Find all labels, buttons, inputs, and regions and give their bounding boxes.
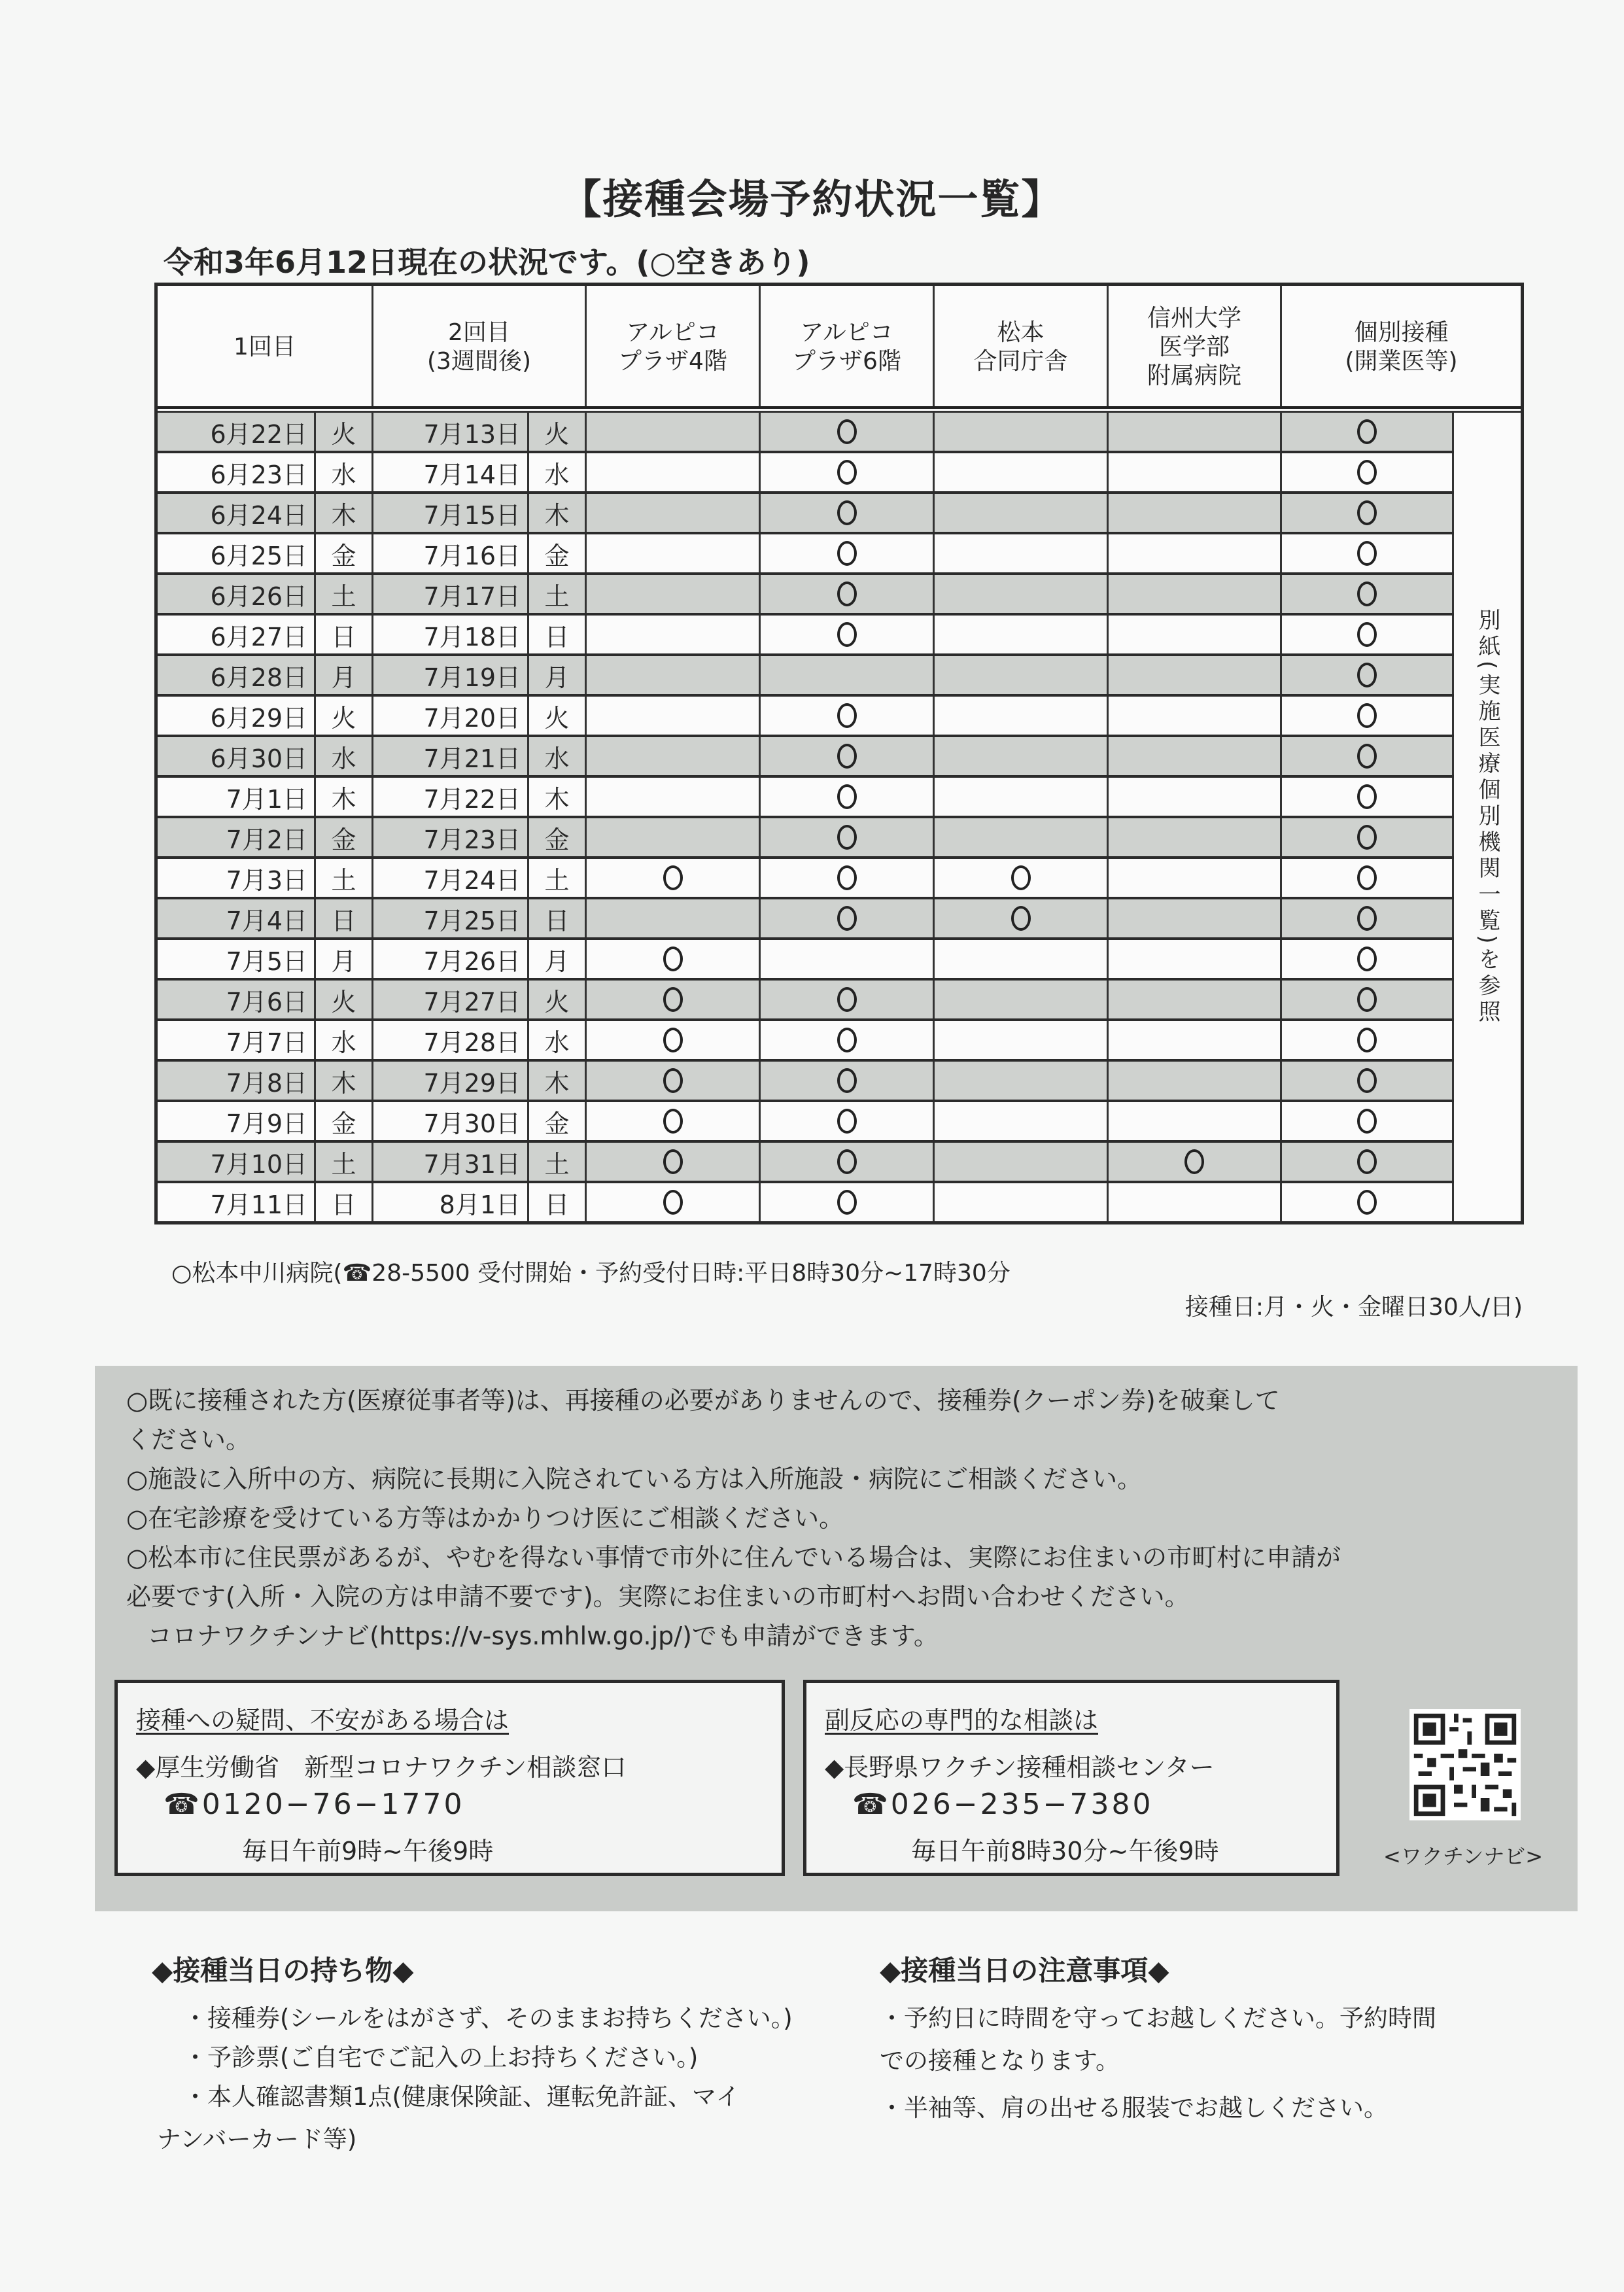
individual-availability	[1282, 656, 1454, 694]
second-dose-weekday: 木	[529, 1062, 587, 1100]
govt-office-availability	[935, 453, 1109, 491]
second-dose-weekday: 火	[529, 413, 587, 451]
available-circle-icon	[663, 987, 683, 1012]
govt-office-availability	[935, 616, 1109, 653]
first-dose-weekday: 月	[316, 656, 373, 694]
available-circle-icon	[1357, 1109, 1377, 1134]
first-dose-weekday: 月	[316, 940, 373, 978]
notice-line: ください。	[126, 1425, 251, 1454]
available-circle-icon	[837, 1109, 857, 1134]
first-dose-date: 7月7日	[158, 1021, 316, 1059]
qr-caption: <ワクチンナビ>	[1383, 1844, 1544, 1869]
available-circle-icon	[1357, 906, 1377, 931]
available-circle-icon	[837, 865, 857, 890]
first-dose-date: 6月27日	[158, 616, 316, 653]
available-circle-icon	[1357, 1190, 1377, 1215]
first-dose-weekday: 日	[316, 616, 373, 653]
vaccine-navi-link: コロナワクチンナビ(https://v-sys.mhlw.go.jp/)でも申請ができます。	[147, 1622, 939, 1650]
first-dose-weekday: 金	[316, 1102, 373, 1140]
alpico-4f-availability	[587, 1183, 761, 1221]
alpico-4f-availability	[587, 1021, 761, 1059]
table-row	[158, 899, 1454, 940]
hospital-note-line2: 接種日:月・火・金曜日30人/日)	[1184, 1294, 1523, 1321]
available-circle-icon	[1357, 460, 1377, 485]
first-dose-weekday: 土	[316, 859, 373, 897]
contact-box-mhlw	[114, 1680, 785, 1876]
first-dose-date: 6月24日	[158, 494, 316, 532]
header-shinshu-hospital: 信州大学 医学部 附属病院	[1109, 286, 1282, 409]
first-dose-date: 7月5日	[158, 940, 316, 978]
second-dose-weekday: 水	[529, 453, 587, 491]
first-dose-date: 6月23日	[158, 453, 316, 491]
shinshu-hospital-availability	[1109, 494, 1282, 532]
first-dose-weekday: 水	[316, 1021, 373, 1059]
second-dose-date: 7月31日	[373, 1143, 529, 1181]
govt-office-availability	[935, 1021, 1109, 1059]
available-circle-icon	[1357, 1149, 1377, 1174]
contact-phone[interactable]: ☎026−235−7380	[852, 1788, 1154, 1821]
table-row	[158, 778, 1454, 818]
alpico-6f-availability	[761, 940, 935, 978]
individual-availability	[1282, 1062, 1454, 1100]
alpico-6f-availability	[761, 778, 935, 816]
first-dose-weekday: 火	[316, 981, 373, 1018]
alpico-4f-availability	[587, 1143, 761, 1181]
govt-office-availability	[935, 818, 1109, 856]
shinshu-hospital-availability	[1109, 737, 1282, 775]
contact-org: ◆長野県ワクチン接種相談センター	[825, 1753, 1215, 1782]
alpico-6f-availability	[761, 494, 935, 532]
individual-availability	[1282, 534, 1454, 572]
available-circle-icon	[837, 987, 857, 1012]
shinshu-hospital-availability	[1109, 616, 1282, 653]
qr-code-icon	[1409, 1709, 1521, 1820]
govt-office-availability	[935, 575, 1109, 613]
shinshu-hospital-availability	[1109, 575, 1282, 613]
available-circle-icon	[837, 784, 857, 809]
available-circle-icon	[1357, 987, 1377, 1012]
table-row	[158, 575, 1454, 616]
belongings-item: ナンバーカード等)	[157, 2125, 357, 2153]
individual-availability	[1282, 859, 1454, 897]
available-circle-icon	[1357, 744, 1377, 769]
second-dose-date: 7月30日	[373, 1102, 529, 1140]
alpico-4f-availability	[587, 413, 761, 451]
first-dose-weekday: 金	[316, 534, 373, 572]
second-dose-weekday: 土	[529, 1143, 587, 1181]
shinshu-hospital-availability	[1109, 534, 1282, 572]
available-circle-icon	[1357, 419, 1377, 444]
govt-office-availability	[935, 656, 1109, 694]
second-dose-date: 7月29日	[373, 1062, 529, 1100]
available-circle-icon	[1011, 906, 1031, 931]
shinshu-hospital-availability	[1109, 697, 1282, 735]
second-dose-date: 7月15日	[373, 494, 529, 532]
available-circle-icon	[837, 703, 857, 728]
individual-availability	[1282, 616, 1454, 653]
available-circle-icon	[1357, 1028, 1377, 1052]
first-dose-date: 6月28日	[158, 656, 316, 694]
available-circle-icon	[1357, 582, 1377, 606]
cautions-heading: ◆接種当日の注意事項◆	[880, 1954, 1169, 1987]
table-row	[158, 1062, 1454, 1102]
available-circle-icon	[837, 460, 857, 485]
table-row	[158, 940, 1454, 981]
second-dose-date: 7月20日	[373, 697, 529, 735]
table-row	[158, 413, 1454, 453]
alpico-4f-availability	[587, 1102, 761, 1140]
first-dose-weekday: 日	[316, 899, 373, 937]
contact-hours: 毎日午前9時~午後9時	[242, 1837, 494, 1866]
alpico-6f-availability	[761, 575, 935, 613]
table-row	[158, 534, 1454, 575]
individual-availability	[1282, 575, 1454, 613]
available-circle-icon	[1357, 865, 1377, 890]
table-row	[158, 494, 1454, 534]
header-divider	[158, 406, 1521, 413]
govt-office-availability	[935, 413, 1109, 451]
belongings-item: ・予診票(ご自宅でご記入の上お持ちください。)	[183, 2043, 699, 2072]
table-row	[158, 453, 1454, 494]
shinshu-hospital-availability	[1109, 1183, 1282, 1221]
header-alpico-6f: アルピコ プラザ6階	[761, 286, 935, 409]
individual-availability	[1282, 818, 1454, 856]
notice-panel	[95, 1366, 1578, 1911]
individual-availability	[1282, 899, 1454, 937]
govt-office-availability	[935, 1143, 1109, 1181]
govt-office-availability	[935, 981, 1109, 1018]
govt-office-availability	[935, 899, 1109, 937]
first-dose-date: 7月2日	[158, 818, 316, 856]
alpico-4f-availability	[587, 616, 761, 653]
available-circle-icon	[1357, 825, 1377, 850]
alpico-4f-availability	[587, 575, 761, 613]
table-row	[158, 737, 1454, 778]
cautions-item: での接種となります。	[880, 2047, 1120, 2075]
contact-org: ◆厚生労働省 新型コロナワクチン相談窓口	[136, 1753, 627, 1782]
second-dose-date: 7月18日	[373, 616, 529, 653]
available-circle-icon	[1357, 1068, 1377, 1093]
alpico-6f-availability	[761, 1062, 935, 1100]
first-dose-date: 7月1日	[158, 778, 316, 816]
govt-office-availability	[935, 1183, 1109, 1221]
shinshu-hospital-availability	[1109, 1143, 1282, 1181]
second-dose-weekday: 火	[529, 981, 587, 1018]
alpico-6f-availability	[761, 737, 935, 775]
notice-line: ○在宅診療を受けている方等はかかりつけ医にご相談ください。	[126, 1504, 844, 1533]
status-line: 令和3年6月12日現在の状況です。(○空きあり)	[164, 245, 810, 280]
notice-line: ○松本市に住民票があるが、やむを得ない事情で市外に住んでいる場合は、実際にお住まいの市町村に申請が	[126, 1543, 1341, 1572]
govt-office-availability	[935, 778, 1109, 816]
individual-availability	[1282, 981, 1454, 1018]
available-circle-icon	[1184, 1149, 1204, 1174]
page-title: 【接種会場予約状況一覧】	[561, 175, 1063, 223]
alpico-6f-availability	[761, 413, 935, 451]
govt-office-availability	[935, 737, 1109, 775]
second-dose-weekday: 金	[529, 1102, 587, 1140]
contact-heading: 副反応の専門的な相談は	[825, 1706, 1099, 1735]
table-row	[158, 859, 1454, 899]
available-circle-icon	[837, 744, 857, 769]
first-dose-date: 7月6日	[158, 981, 316, 1018]
available-circle-icon	[837, 1028, 857, 1052]
first-dose-date: 7月3日	[158, 859, 316, 897]
shinshu-hospital-availability	[1109, 981, 1282, 1018]
first-dose-weekday: 土	[316, 1143, 373, 1181]
second-dose-weekday: 月	[529, 940, 587, 978]
first-dose-weekday: 水	[316, 737, 373, 775]
govt-office-availability	[935, 494, 1109, 532]
available-circle-icon	[837, 1068, 857, 1093]
second-dose-weekday: 火	[529, 697, 587, 735]
second-dose-date: 7月21日	[373, 737, 529, 775]
individual-availability	[1282, 453, 1454, 491]
contact-heading: 接種への疑問、不安がある場合は	[136, 1706, 510, 1735]
available-circle-icon	[837, 500, 857, 525]
reservation-table	[154, 283, 1524, 1224]
second-dose-date: 7月28日	[373, 1021, 529, 1059]
shinshu-hospital-availability	[1109, 859, 1282, 897]
second-dose-date: 7月27日	[373, 981, 529, 1018]
first-dose-date: 6月22日	[158, 413, 316, 451]
alpico-6f-availability	[761, 453, 935, 491]
second-dose-weekday: 水	[529, 1021, 587, 1059]
alpico-6f-availability	[761, 616, 935, 653]
alpico-4f-availability	[587, 778, 761, 816]
belongings-item: ・本人確認書類1点(健康保険証、運転免許証、マイ	[183, 2083, 740, 2111]
available-circle-icon	[1011, 865, 1031, 890]
second-dose-weekday: 土	[529, 575, 587, 613]
second-dose-weekday: 土	[529, 859, 587, 897]
header-govt-office: 松本 合同庁舎	[935, 286, 1109, 409]
available-circle-icon	[1357, 784, 1377, 809]
first-dose-weekday: 火	[316, 413, 373, 451]
second-dose-date: 7月22日	[373, 778, 529, 816]
available-circle-icon	[1357, 703, 1377, 728]
hospital-note-line1: ○松本中川病院(☎28-5500 受付開始・予約受付日時:平日8時30分~17時30分	[171, 1260, 1011, 1287]
second-dose-date: 7月25日	[373, 899, 529, 937]
alpico-4f-availability	[587, 899, 761, 937]
alpico-6f-availability	[761, 1183, 935, 1221]
second-dose-date: 7月26日	[373, 940, 529, 978]
individual-availability	[1282, 1021, 1454, 1059]
individual-availability	[1282, 778, 1454, 816]
notice-line: 必要です(入所・入院の方は申請不要です)。実際にお住まいの市町村へお問い合わせください。	[126, 1582, 1190, 1611]
shinshu-hospital-availability	[1109, 1062, 1282, 1100]
available-circle-icon	[837, 1190, 857, 1215]
available-circle-icon	[837, 906, 857, 931]
available-circle-icon	[663, 1068, 683, 1093]
shinshu-hospital-availability	[1109, 453, 1282, 491]
side-note-text: 別紙(実施医療個別機関一覧)を参照	[1474, 608, 1500, 1026]
alpico-4f-availability	[587, 534, 761, 572]
first-dose-weekday: 木	[316, 1062, 373, 1100]
table-row	[158, 818, 1454, 859]
available-circle-icon	[837, 622, 857, 647]
first-dose-weekday: 土	[316, 575, 373, 613]
contact-box-nagano	[803, 1680, 1339, 1876]
shinshu-hospital-availability	[1109, 818, 1282, 856]
second-dose-date: 7月16日	[373, 534, 529, 572]
first-dose-date: 6月29日	[158, 697, 316, 735]
alpico-6f-availability	[761, 1143, 935, 1181]
second-dose-date: 7月14日	[373, 453, 529, 491]
alpico-4f-availability	[587, 453, 761, 491]
alpico-6f-availability	[761, 1102, 935, 1140]
alpico-4f-availability	[587, 494, 761, 532]
shinshu-hospital-availability	[1109, 413, 1282, 451]
available-circle-icon	[1357, 663, 1377, 687]
second-dose-date: 7月19日	[373, 656, 529, 694]
second-dose-date: 7月17日	[373, 575, 529, 613]
first-dose-date: 7月8日	[158, 1062, 316, 1100]
table-row	[158, 656, 1454, 697]
individual-availability	[1282, 494, 1454, 532]
second-dose-weekday: 月	[529, 656, 587, 694]
first-dose-date: 6月25日	[158, 534, 316, 572]
first-dose-date: 7月10日	[158, 1143, 316, 1181]
belongings-item: ・接種券(シールをはがさず、そのままお持ちください。)	[183, 2004, 793, 2032]
alpico-6f-availability	[761, 656, 935, 694]
second-dose-date: 7月13日	[373, 413, 529, 451]
alpico-4f-availability	[587, 1062, 761, 1100]
individual-availability	[1282, 1183, 1454, 1221]
govt-office-availability	[935, 1062, 1109, 1100]
govt-office-availability	[935, 534, 1109, 572]
alpico-6f-availability	[761, 981, 935, 1018]
second-dose-weekday: 金	[529, 534, 587, 572]
available-circle-icon	[663, 1028, 683, 1052]
alpico-4f-availability	[587, 697, 761, 735]
cautions-item: ・予約日に時間を守ってお越しください。予約時間	[880, 2004, 1436, 2032]
shinshu-hospital-availability	[1109, 899, 1282, 937]
notice-line: ○既に接種された方(医療従事者等)は、再接種の必要がありませんので、接種券(クーポン券)を破棄して	[126, 1386, 1280, 1415]
alpico-4f-availability	[587, 818, 761, 856]
available-circle-icon	[1357, 946, 1377, 971]
individual-availability	[1282, 737, 1454, 775]
alpico-6f-availability	[761, 534, 935, 572]
shinshu-hospital-availability	[1109, 940, 1282, 978]
contact-hours: 毎日午前8時30分~午後9時	[911, 1837, 1219, 1866]
available-circle-icon	[837, 419, 857, 444]
alpico-6f-availability	[761, 1021, 935, 1059]
table-row	[158, 616, 1454, 656]
table-row	[158, 1102, 1454, 1143]
shinshu-hospital-availability	[1109, 656, 1282, 694]
second-dose-date: 7月23日	[373, 818, 529, 856]
cautions-item: ・半袖等、肩の出せる服装でお越しください。	[880, 2094, 1388, 2122]
first-dose-weekday: 木	[316, 494, 373, 532]
table-row	[158, 697, 1454, 737]
shinshu-hospital-availability	[1109, 778, 1282, 816]
first-dose-date: 7月9日	[158, 1102, 316, 1140]
available-circle-icon	[837, 825, 857, 850]
second-dose-weekday: 日	[529, 899, 587, 937]
govt-office-availability	[935, 1102, 1109, 1140]
alpico-4f-availability	[587, 940, 761, 978]
table-row	[158, 1021, 1454, 1062]
second-dose-weekday: 木	[529, 778, 587, 816]
first-dose-date: 7月11日	[158, 1183, 316, 1221]
alpico-4f-availability	[587, 859, 761, 897]
table-row	[158, 1143, 1454, 1183]
second-dose-weekday: 水	[529, 737, 587, 775]
individual-availability	[1282, 413, 1454, 451]
individual-availability	[1282, 697, 1454, 735]
first-dose-weekday: 火	[316, 697, 373, 735]
second-dose-weekday: 金	[529, 818, 587, 856]
qr-code[interactable]	[1409, 1709, 1521, 1820]
table-row	[158, 981, 1454, 1021]
individual-availability	[1282, 1143, 1454, 1181]
individual-availability	[1282, 1102, 1454, 1140]
available-circle-icon	[663, 1109, 683, 1134]
alpico-6f-availability	[761, 859, 935, 897]
available-circle-icon	[663, 1190, 683, 1215]
first-dose-weekday: 金	[316, 818, 373, 856]
available-circle-icon	[837, 1149, 857, 1174]
available-circle-icon	[663, 946, 683, 971]
available-circle-icon	[1357, 500, 1377, 525]
first-dose-weekday: 水	[316, 453, 373, 491]
individual-availability	[1282, 940, 1454, 978]
shinshu-hospital-availability	[1109, 1021, 1282, 1059]
alpico-6f-availability	[761, 818, 935, 856]
alpico-4f-availability	[587, 737, 761, 775]
header-alpico-4f: アルピコ プラザ4階	[587, 286, 761, 409]
available-circle-icon	[837, 541, 857, 566]
available-circle-icon	[837, 582, 857, 606]
header-individual: 個別接種 (開業医等)	[1345, 319, 1458, 375]
first-dose-date: 6月30日	[158, 737, 316, 775]
alpico-4f-availability	[587, 656, 761, 694]
available-circle-icon	[663, 1149, 683, 1174]
belongings-heading: ◆接種当日の持ち物◆	[152, 1954, 414, 1987]
contact-phone[interactable]: ☎0120−76−1770	[164, 1788, 465, 1821]
second-dose-weekday: 日	[529, 1183, 587, 1221]
alpico-4f-availability	[587, 981, 761, 1018]
header-second-dose: 2回目 (3週間後)	[373, 286, 587, 409]
second-dose-weekday: 日	[529, 616, 587, 653]
first-dose-weekday: 日	[316, 1183, 373, 1221]
govt-office-availability	[935, 697, 1109, 735]
table-row	[158, 1183, 1454, 1224]
second-dose-date: 7月24日	[373, 859, 529, 897]
second-dose-date: 8月1日	[373, 1183, 529, 1221]
second-dose-weekday: 木	[529, 494, 587, 532]
notice-line: ○施設に入所中の方、病院に長期に入院されている方は入所施設・病院にご相談ください。	[126, 1465, 1143, 1493]
first-dose-date: 6月26日	[158, 575, 316, 613]
shinshu-hospital-availability	[1109, 1102, 1282, 1140]
available-circle-icon	[663, 865, 683, 890]
first-dose-weekday: 木	[316, 778, 373, 816]
first-dose-date: 7月4日	[158, 899, 316, 937]
govt-office-availability	[935, 940, 1109, 978]
govt-office-availability	[935, 859, 1109, 897]
available-circle-icon	[1357, 622, 1377, 647]
side-note	[1454, 413, 1521, 1221]
alpico-6f-availability	[761, 697, 935, 735]
header-first-dose: 1回目	[158, 286, 373, 409]
available-circle-icon	[1357, 541, 1377, 566]
alpico-6f-availability	[761, 899, 935, 937]
